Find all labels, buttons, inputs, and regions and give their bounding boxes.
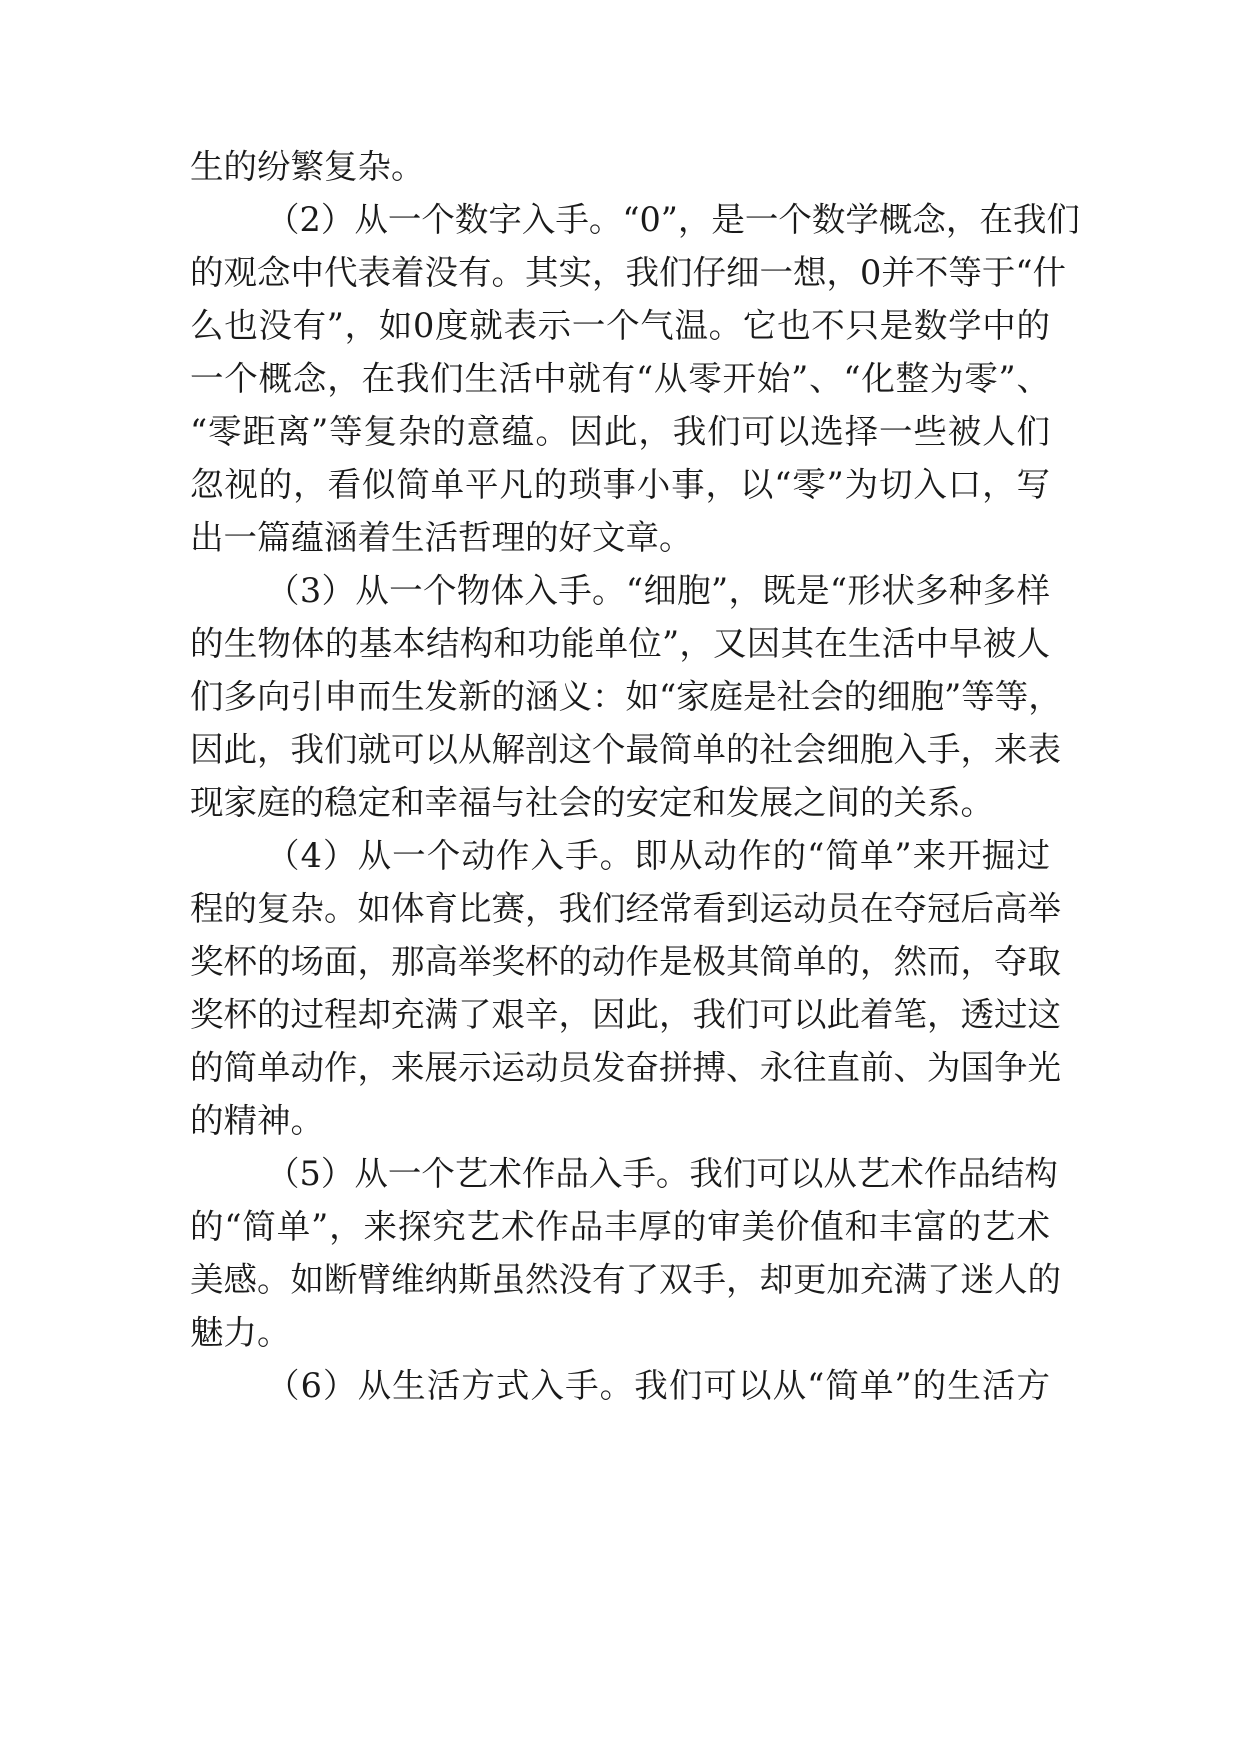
text-line: 程的复杂。如体育比赛，我们经常看到运动员在夺冠后高举 — [190, 889, 1061, 928]
text-line: 奖杯的场面，那高举奖杯的动作是极其简单的，然而，夺取 — [190, 942, 1061, 981]
text-line: 出一篇蕴涵着生活哲理的好文章。 — [190, 518, 693, 557]
text-line: 生的纷繁复杂。 — [190, 147, 425, 186]
text-line: 的观念中代表着没有。其实，我们仔细一想，0并不等于“什 — [190, 253, 1066, 292]
paragraph-2-first-line: （2）从一个数字入手。“0”，是一个数学概念，在我们 — [266, 200, 1080, 239]
text-line: 们多向引申而生发新的涵义：如“家庭是社会的细胞”等等， — [190, 677, 1062, 716]
text-line: 魅力。 — [190, 1313, 291, 1352]
text-line: 的精神。 — [190, 1101, 324, 1140]
text-line: 奖杯的过程却充满了艰辛，因此，我们可以此着笔，透过这 — [190, 995, 1061, 1034]
text-line: 忽视的，看似简单平凡的琐事小事，以“零”为切入口，写 — [190, 465, 1050, 504]
text-line: 么也没有”，如0度就表示一个气温。它也不只是数学中的 — [190, 306, 1050, 345]
paragraph-3-first-line: （3）从一个物体入手。“细胞”，既是“形状多种多样 — [266, 571, 1050, 610]
text-line: 现家庭的稳定和幸福与社会的安定和发展之间的关系。 — [190, 783, 994, 822]
paragraph-4-first-line: （4）从一个动作入手。即从动作的“简单”来开掘过 — [266, 836, 1050, 875]
text-line: 的“简单”，来探究艺术作品丰厚的审美价值和丰富的艺术 — [190, 1207, 1050, 1246]
text-line: 的生物体的基本结构和功能单位”，又因其在生活中早被人 — [190, 624, 1050, 663]
text-line: “零距离”等复杂的意蕴。因此，我们可以选择一些被人们 — [190, 412, 1050, 451]
text-line: 一个概念，在我们生活中就有“从零开始”、“化整为零”、 — [190, 359, 1050, 398]
text-line: 的简单动作，来展示运动员发奋拼搏、永往直前、为国争光 — [190, 1048, 1061, 1087]
text-line: 因此，我们就可以从解剖这个最简单的社会细胞入手，来表 — [190, 730, 1061, 769]
paragraph-5-first-line: （5）从一个艺术作品入手。我们可以从艺术作品结构 — [266, 1154, 1058, 1193]
paragraph-6-first-line: （6）从生活方式入手。我们可以从“简单”的生活方 — [266, 1366, 1050, 1405]
text-line: 美感。如断臂维纳斯虽然没有了双手，却更加充满了迷人的 — [190, 1260, 1061, 1299]
